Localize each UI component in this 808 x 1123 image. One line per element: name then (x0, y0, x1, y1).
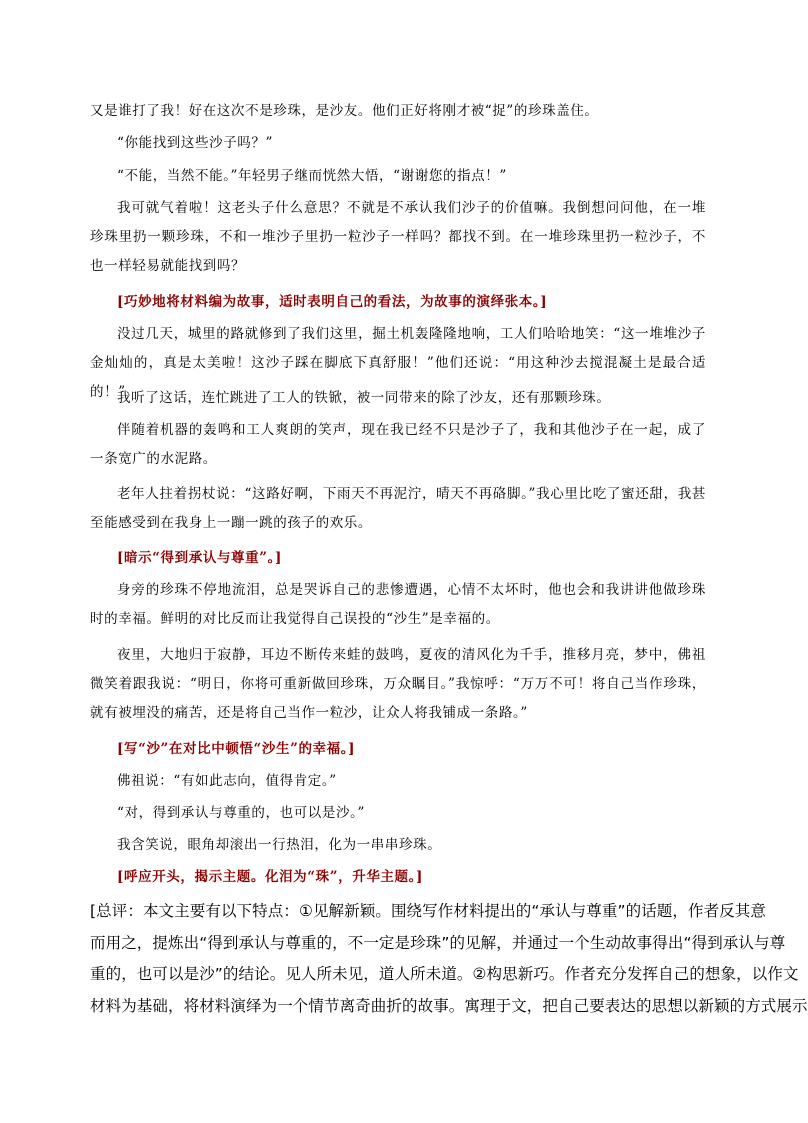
paragraph-7: 我听了这话，连忙跳进了工人的铁锨，被一同带来的除了沙友，还有那颗珍珠。 (117, 390, 611, 406)
paragraph-4: 我可就气着啦！这老头子什么意思？不就是不承认我们沙子的价值嘛。我倒想问问他，在一堆珍珠里扔一颗珍珠，不和一堆沙子里扔一粒沙子一样吗？都找不到。在一堆珍珠里扔一粒沙子，不也一样轻易就能找到吗？ (90, 200, 706, 274)
summary-line-3: 重的，也可以是沙”的结论。见人所未见，道人所未道。②构思新巧。作者充分发挥自己的想象，以作文 (90, 965, 799, 983)
paragraph-2: “你能找到这些沙子吗？” (117, 135, 274, 151)
paragraph-8: 伴随着机器的轰鸣和工人爽朗的笑声，现在我已经不只是沙子了，我和其他沙子在一起，成了一条宽广的水泥路。 (90, 422, 706, 467)
paragraph-15: “对，得到承认与尊重的，也可以是沙。” (117, 805, 365, 821)
paragraph-3: “不能，当然不能。”年轻男子继而恍然大悟，“谢谢您的指点！” (117, 168, 507, 184)
summary-line-2: 而用之，提炼出“得到承认与尊重的，不一定是珍珠”的见解，并通过一个生动故事得出“得到承认与尊 (90, 933, 786, 952)
paragraph-16: 我含笑说，眼角却滚出一行热泪，化为一串串珍珠。 (117, 837, 442, 853)
paragraph-11: 身旁的珍珠不停地流泪，总是哭诉自己的悲惨遭遇，心情不太坏时，他也会和我讲讲他做珍珠时的幸福。鲜明的对比反而让我觉得自己误投的“沙生”是幸福的。 (90, 582, 706, 627)
paragraph-9: 老年人拄着拐杖说：“这路好啊，下雨天不再泥泞，晴天不再硌脚。”我心里比吃了蜜还甜，我甚至能感受到在我身上一蹦一跳的孩子的欢乐。 (90, 486, 706, 531)
summary-line-4: 材料为基础，将材料演绎为一个情节离奇曲折的故事。寓理于文，把自己要表达的思想以新颖的方式展示 (90, 996, 808, 1015)
paragraph-1: 又是谁打了我！好在这次不是珍珠，是沙友。他们正好将刚才被“捉”的珍珠盖住。 (90, 103, 599, 119)
paragraph-14: 佛祖说：“有如此志向，值得肯定。” (117, 773, 337, 789)
paragraph-12: 夜里，大地归于寂静，耳边不断传来蛙的鼓鸣，夏夜的清风化为千手，推移月亮，梦中，佛祖微笑着跟我说：“明日，你将可重新做回珍珠，万众瞩目。”我惊呼：“万万不可！将自己当作珍珠，就有被埋没的痛苦，还是将自己当作一粒沙，让众人将我铺成一条路。” (90, 647, 706, 721)
annotation-note-4: [呼应开头，揭示主题。化泪为“珠”，升华主题。] (117, 869, 423, 885)
annotation-note-2: [暗示“得到承认与尊重”。] (117, 550, 282, 566)
annotation-note-1: [巧妙地将材料编为故事，适时表明自己的看法，为故事的演绎张本。] (117, 294, 548, 310)
summary-commentary (90, 896, 808, 1022)
annotation-note-3: [写“沙”在对比中顿悟“沙生”的幸福。] (117, 741, 356, 757)
paragraph-6: 没过几天，城里的路就修到了我们这里，掘土机轰隆隆地响，工人们哈哈地笑：“这一堆堆沙子金灿灿的，真是太美啦！这沙子踩在脚底下真舒服！”他们还说：“用这种沙去搅混凝土是最合适的！” (90, 326, 706, 400)
summary-line-1: [总评：本文主要有以下特点：①见解新颖。围绕写作材料提出的“承认与尊重”的话题，作者反其意 (90, 902, 767, 920)
